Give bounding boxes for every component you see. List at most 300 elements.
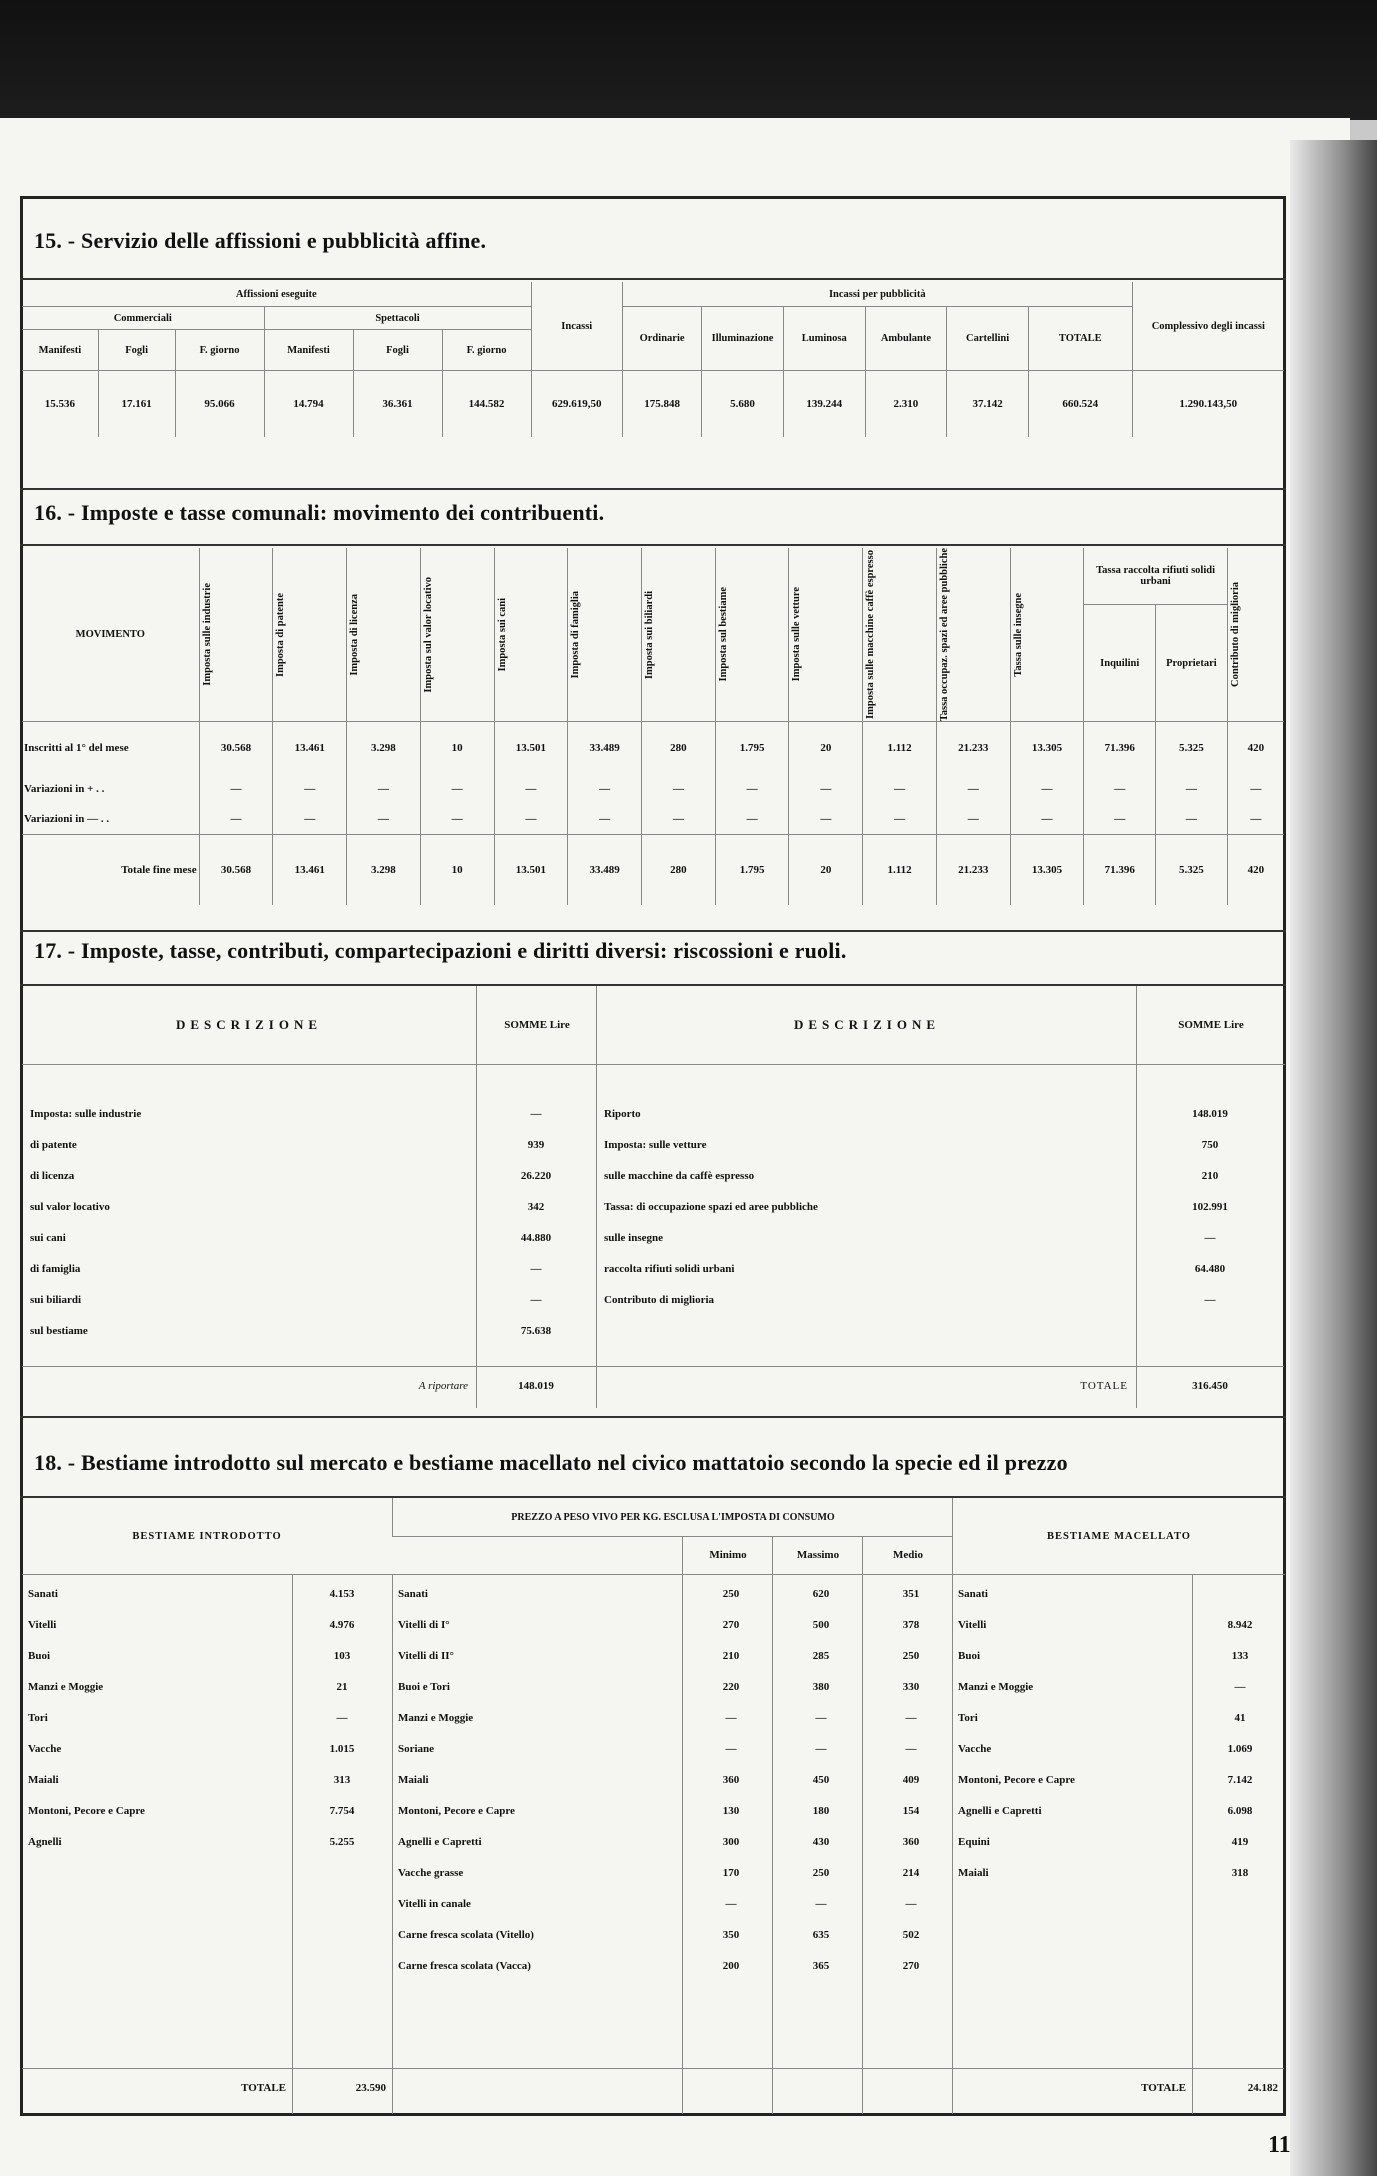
cell: 280	[642, 722, 716, 775]
item-label: raccolta rifiuti solidi urbani	[604, 1263, 735, 1275]
item-value: 270	[722, 1619, 740, 1631]
row-label: Totale fine mese	[22, 835, 199, 906]
list-item	[392, 1681, 952, 1701]
item-value: —	[1204, 1232, 1216, 1244]
cell: —	[199, 804, 273, 835]
cell: 20	[789, 722, 863, 775]
item-value: 8.942	[1227, 1619, 1253, 1631]
item-label: Buoi e Tori	[398, 1681, 450, 1693]
cell: —	[1227, 774, 1284, 804]
list-item	[392, 1650, 952, 1670]
row-label: Inscritti al 1° del mese	[22, 722, 199, 775]
item-value: —	[815, 1743, 827, 1755]
cell: 420	[1227, 722, 1284, 775]
cell: —	[936, 804, 1010, 835]
table-row	[22, 722, 1284, 775]
cell: 30.568	[199, 835, 273, 906]
item-label: Vacche	[958, 1743, 992, 1755]
item-value: 430	[812, 1836, 830, 1848]
cell: 5.680	[702, 371, 784, 438]
scan-dark-margin	[0, 0, 1377, 120]
cell: 1.795	[715, 722, 789, 775]
cell: 13.305	[1010, 722, 1084, 775]
item-value: 210	[1201, 1170, 1219, 1182]
list-item	[392, 1898, 952, 1918]
list-item	[596, 1170, 1284, 1192]
table-contribuenti	[22, 548, 1284, 905]
header-minimo: Minimo	[682, 1536, 773, 1575]
list-item	[392, 1588, 952, 1608]
list-item	[596, 1232, 1284, 1254]
list-item	[392, 1743, 952, 1763]
cell: —	[1156, 774, 1228, 804]
totale-label: TOTALE	[1141, 2082, 1186, 2094]
item-label: Imposta: sulle vetture	[604, 1139, 707, 1151]
item-value: 4.153	[329, 1588, 355, 1600]
item-value: 360	[722, 1774, 740, 1786]
cell: 71.396	[1084, 835, 1156, 906]
cell: 36.361	[353, 371, 442, 438]
header-somme: SOMME Lire	[1136, 986, 1285, 1065]
totale-value: 316.450	[1192, 1380, 1228, 1392]
cell: —	[199, 774, 273, 804]
cell: —	[863, 774, 937, 804]
cell: —	[936, 774, 1010, 804]
item-value: 214	[902, 1867, 920, 1879]
item-label: Maiali	[28, 1774, 59, 1786]
list-item	[22, 1650, 392, 1670]
list-item	[952, 1805, 1284, 1825]
item-value: 450	[812, 1774, 830, 1786]
item-value: 130	[722, 1805, 740, 1817]
item-value: —	[905, 1743, 917, 1755]
item-label: di famiglia	[30, 1263, 81, 1275]
list-item	[22, 1108, 596, 1130]
item-label: Montoni, Pecore e Capre	[28, 1805, 145, 1817]
item-label: sulle insegne	[604, 1232, 663, 1244]
item-value: 939	[527, 1139, 545, 1151]
list-item	[22, 1712, 392, 1732]
item-label: Contributo di miglioria	[604, 1294, 715, 1306]
header-cani: Imposta sui cani	[496, 597, 508, 672]
list-item	[22, 1263, 596, 1285]
header-luminosa: Luminosa	[783, 307, 865, 371]
header-patente: Imposta di patente	[275, 592, 287, 677]
divider	[20, 1416, 1286, 1418]
item-label: Vitelli	[28, 1619, 57, 1631]
list-item	[22, 1201, 596, 1223]
item-label: Tori	[958, 1712, 978, 1724]
item-value: 1.015	[329, 1743, 355, 1755]
header-ordinarie: Ordinarie	[622, 307, 701, 371]
header-fogli: Fogli	[98, 330, 175, 371]
item-value: —	[815, 1898, 827, 1910]
header-vetture: Imposta sulle vetture	[791, 587, 803, 682]
scan-page-edge	[1290, 140, 1377, 2176]
list-item	[596, 1108, 1284, 1130]
list-item	[596, 1294, 1284, 1316]
cell: —	[1227, 804, 1284, 835]
table-row	[22, 804, 1284, 835]
cell: —	[420, 804, 494, 835]
item-value: —	[725, 1898, 737, 1910]
item-value: —	[530, 1108, 542, 1120]
cell: 1.112	[863, 722, 937, 775]
cell: —	[1010, 774, 1084, 804]
item-label: Imposta: sulle industrie	[30, 1108, 142, 1120]
list-item	[22, 1325, 596, 1347]
header-medio: Medio	[862, 1536, 953, 1575]
list-item	[952, 1712, 1284, 1732]
cell: 37.142	[947, 371, 1029, 438]
header-descrizione: DESCRIZIONE	[596, 986, 1137, 1065]
totale-macellato: 24.182	[1247, 2082, 1278, 2094]
item-value: 270	[902, 1960, 920, 1972]
list-item	[596, 1201, 1284, 1223]
item-value: 103	[333, 1650, 351, 1662]
cell: —	[715, 774, 789, 804]
header-macchine-caffe: Imposta sulle macchine caffè espresso	[865, 550, 877, 720]
list-item	[596, 1263, 1284, 1285]
cell: 15.536	[22, 371, 98, 438]
item-label: sui cani	[30, 1232, 66, 1244]
header-occupazione: Tassa occupaz. spazi ed aree pubbliche	[938, 548, 950, 722]
header-incassi: Incassi	[531, 282, 622, 371]
cell: —	[420, 774, 494, 804]
header-industrie: Imposta sulle industrie	[201, 583, 213, 686]
item-label: Carne fresca scolata (Vacca)	[398, 1960, 531, 1972]
item-label: Agnelli	[28, 1836, 62, 1848]
item-label: Sanati	[28, 1588, 58, 1600]
cell: 10	[420, 835, 494, 906]
item-label: Sanati	[398, 1588, 428, 1600]
header-proprietari: Proprietari	[1156, 605, 1228, 722]
list-item	[22, 1232, 596, 1254]
divider	[20, 544, 1286, 546]
item-value: 200	[722, 1960, 740, 1972]
list-item	[22, 1743, 392, 1763]
table-riscossioni	[22, 986, 1284, 1408]
header-manifesti: Manifesti	[38, 344, 82, 356]
list-item	[392, 1836, 952, 1856]
item-value: 378	[902, 1619, 920, 1631]
header-insegne: Tassa sulle insegne	[1012, 592, 1024, 677]
item-label: Soriane	[398, 1743, 435, 1755]
item-value: 502	[902, 1929, 920, 1941]
item-value: —	[1204, 1294, 1216, 1306]
cell: 139.244	[783, 371, 865, 438]
item-value: 210	[722, 1650, 740, 1662]
item-value: 44.880	[520, 1232, 552, 1244]
item-label: Tori	[28, 1712, 48, 1724]
cell: 1.290.143,50	[1132, 371, 1284, 438]
header-f-giorno: F. giorno	[175, 330, 264, 371]
item-label: Agnelli e Capretti	[958, 1805, 1042, 1817]
item-value: 620	[812, 1588, 830, 1600]
cell: —	[715, 804, 789, 835]
cell: —	[494, 804, 568, 835]
list-item	[952, 1774, 1284, 1794]
header-prezzo: PREZZO A PESO VIVO PER KG. ESCLUSA L'IMPOSTA DI CONSUMO	[392, 1498, 953, 1537]
cell: 1.112	[863, 835, 937, 906]
item-value: —	[905, 1712, 917, 1724]
list-item	[392, 1712, 952, 1732]
item-label: di licenza	[30, 1170, 75, 1182]
item-value: —	[905, 1898, 917, 1910]
item-label: sui biliardi	[30, 1294, 82, 1306]
cell: 3.298	[347, 835, 421, 906]
header-macellato: BESTIAME MACELLATO	[952, 1498, 1285, 1575]
cell: —	[863, 804, 937, 835]
list-item	[952, 1650, 1284, 1670]
section-15-title: 15. - Servizio delle affissioni e pubblicità affine.	[34, 228, 487, 253]
item-value: 330	[902, 1681, 920, 1693]
list-item	[22, 1836, 392, 1856]
list-item	[22, 1170, 596, 1192]
item-value: 1.069	[1227, 1743, 1253, 1755]
cell: —	[273, 774, 347, 804]
cell: —	[789, 804, 863, 835]
cell: 175.848	[622, 371, 701, 438]
list-item	[952, 1619, 1284, 1639]
cell: 10	[420, 722, 494, 775]
item-value: 7.142	[1227, 1774, 1253, 1786]
item-label: Vitelli di II°	[398, 1650, 454, 1662]
cell: 2.310	[865, 371, 947, 438]
item-value: 102.991	[1192, 1201, 1228, 1213]
header-introdotto: BESTIAME INTRODOTTO	[22, 1498, 392, 1575]
totale-label: TOTALE	[241, 2082, 286, 2094]
cell: —	[568, 804, 642, 835]
header-rifiuti: Tassa raccolta rifiuti solidi urbani	[1084, 548, 1227, 605]
item-label: Buoi	[28, 1650, 51, 1662]
header-inquilini: Inquilini	[1084, 605, 1156, 722]
section-18-title: 18. - Bestiame introdotto sul mercato e bestiame macellato nel civico mattatoio secondo la specie ed il prezzo	[34, 1450, 1068, 1475]
header-valor-locativo: Imposta sul valor locativo	[422, 576, 434, 693]
header-biliardi: Imposta sui biliardi	[644, 590, 655, 679]
header-contributo: Contributo di miglioria	[1229, 582, 1241, 688]
item-value: —	[1234, 1681, 1246, 1693]
item-value: 250	[722, 1588, 740, 1600]
cell: 629.619,50	[531, 371, 622, 438]
item-value: 170	[722, 1867, 740, 1879]
list-item	[22, 1619, 392, 1639]
header-descrizione: DESCRIZIONE	[22, 986, 476, 1065]
a-riportare-value: 148.019	[518, 1380, 554, 1392]
item-value: —	[725, 1743, 737, 1755]
item-label: sul valor locativo	[30, 1201, 110, 1213]
totale-introdotto: 23.590	[355, 2082, 386, 2094]
header-totale: TOTALE	[1028, 307, 1132, 371]
item-value: 365	[812, 1960, 830, 1972]
item-value: —	[336, 1712, 348, 1724]
item-label: Vitelli in canale	[398, 1898, 471, 1910]
item-value: 409	[902, 1774, 920, 1786]
cell: —	[347, 804, 421, 835]
cell: 13.501	[494, 722, 568, 775]
item-value: 350	[722, 1929, 740, 1941]
list-item	[952, 1867, 1284, 1887]
cell: 17.161	[98, 371, 175, 438]
section-16-title: 16. - Imposte e tasse comunali: movimento dei contribuenti.	[34, 500, 605, 525]
header-incassi-pubblicita: Incassi per pubblicità	[622, 282, 1132, 307]
cell: 144.582	[442, 371, 531, 438]
cell: —	[347, 774, 421, 804]
list-item	[22, 1139, 596, 1161]
page-number: 11	[1268, 2132, 1291, 2158]
item-value: 285	[812, 1650, 830, 1662]
header-bestiame: Imposta sul bestiame	[717, 587, 729, 682]
row-label: Variazioni in — . .	[24, 813, 110, 826]
item-label: Manzi e Moggie	[958, 1681, 1034, 1693]
header-cartellini: Cartellini	[947, 307, 1029, 371]
list-item	[952, 1588, 1284, 1608]
list-item	[22, 1588, 392, 1608]
item-value: 5.255	[329, 1836, 355, 1848]
header-illuminazione: Illuminazione	[702, 307, 784, 371]
table-bestiame	[22, 1498, 1284, 2114]
header-manifesti: Manifesti	[264, 330, 353, 371]
item-value: 342	[527, 1201, 545, 1213]
cell: 33.489	[568, 722, 642, 775]
item-label: Agnelli e Capretti	[398, 1836, 482, 1848]
cell: 13.305	[1010, 835, 1084, 906]
item-value: 300	[722, 1836, 740, 1848]
header-commerciali: Commerciali	[22, 307, 264, 330]
totale-label: TOTALE	[1080, 1380, 1128, 1392]
table-row	[22, 774, 1284, 804]
item-label: Vitelli di I°	[398, 1619, 450, 1631]
header-f-giorno: F. giorno	[442, 330, 531, 371]
list-item	[596, 1139, 1284, 1161]
list-item	[952, 1743, 1284, 1763]
header-somme: SOMME Lire	[476, 986, 597, 1065]
item-value: 7.754	[329, 1805, 355, 1817]
item-label: Carne fresca scolata (Vitello)	[398, 1929, 534, 1941]
item-label: Montoni, Pecore e Capre	[398, 1805, 515, 1817]
list-item	[22, 1681, 392, 1701]
item-value: 26.220	[520, 1170, 552, 1182]
list-item	[952, 1836, 1284, 1856]
item-value: 313	[333, 1774, 351, 1786]
cell: —	[1084, 804, 1156, 835]
item-value: 220	[722, 1681, 740, 1693]
item-label: Tassa: di occupazione spazi ed aree pubbliche	[604, 1201, 818, 1213]
list-item	[392, 1805, 952, 1825]
cell: 30.568	[199, 722, 273, 775]
cell: 280	[642, 835, 716, 906]
cell: 14.794	[264, 371, 353, 438]
row-label: Variazioni in + . .	[24, 783, 105, 796]
item-value: 21	[336, 1681, 348, 1693]
list-item	[392, 1960, 952, 1980]
item-value: 180	[812, 1805, 830, 1817]
cell: —	[494, 774, 568, 804]
table-row	[22, 835, 1284, 906]
item-value: 419	[1231, 1836, 1249, 1848]
item-value: 318	[1231, 1867, 1249, 1879]
item-value: 133	[1231, 1650, 1249, 1662]
item-label: Manzi e Moggie	[398, 1712, 474, 1724]
item-value: 250	[812, 1867, 830, 1879]
list-item	[392, 1929, 952, 1949]
header-fogli: Fogli	[353, 330, 442, 371]
item-value: 154	[902, 1805, 920, 1817]
item-value: —	[725, 1712, 737, 1724]
item-value: 6.098	[1227, 1805, 1253, 1817]
item-value: 500	[812, 1619, 830, 1631]
cell: —	[1010, 804, 1084, 835]
item-label: Vitelli	[958, 1619, 987, 1631]
header-licenza: Imposta di licenza	[349, 593, 361, 676]
cell: 21.233	[936, 835, 1010, 906]
item-label: Riporto	[604, 1108, 641, 1120]
item-label: Vacche	[28, 1743, 62, 1755]
cell: —	[642, 774, 716, 804]
list-item	[22, 1294, 596, 1316]
divider	[20, 278, 1286, 280]
item-label: Montoni, Pecore e Capre	[958, 1774, 1075, 1786]
header-complessivo: Complessivo degli incassi	[1132, 282, 1284, 371]
cell: 660.524	[1028, 371, 1132, 438]
cell: 3.298	[347, 722, 421, 775]
divider	[20, 930, 1286, 932]
cell: —	[1156, 804, 1228, 835]
item-value: 351	[902, 1588, 920, 1600]
header-massimo: Massimo	[772, 1536, 863, 1575]
list-item	[392, 1774, 952, 1794]
item-label: di patente	[30, 1139, 77, 1151]
item-value: 4.976	[329, 1619, 355, 1631]
list-item	[22, 1774, 392, 1794]
list-item	[22, 1805, 392, 1825]
cell: 95.066	[175, 371, 264, 438]
table-affissioni	[22, 282, 1284, 437]
cell: 21.233	[936, 722, 1010, 775]
item-value: 360	[902, 1836, 920, 1848]
item-value: —	[815, 1712, 827, 1724]
item-value: 75.638	[520, 1325, 552, 1337]
item-label: Vacche grasse	[398, 1867, 464, 1879]
cell: —	[1084, 774, 1156, 804]
cell: 13.501	[494, 835, 568, 906]
cell: 5.325	[1156, 722, 1228, 775]
item-value: 750	[1201, 1139, 1219, 1151]
cell: 13.461	[273, 722, 347, 775]
cell: —	[789, 774, 863, 804]
header-spettacoli: Spettacoli	[264, 307, 531, 330]
item-label: sulle macchine da caffè espresso	[604, 1170, 755, 1182]
item-value: 635	[812, 1929, 830, 1941]
item-value: 380	[812, 1681, 830, 1693]
item-label: Maiali	[398, 1774, 429, 1786]
cell: 33.489	[568, 835, 642, 906]
list-item	[392, 1619, 952, 1639]
cell: —	[568, 774, 642, 804]
item-value: —	[530, 1263, 542, 1275]
list-item	[952, 1681, 1284, 1701]
cell: —	[273, 804, 347, 835]
header-ambulante: Ambulante	[865, 307, 947, 371]
cell: 420	[1227, 835, 1284, 906]
table-body	[22, 722, 1284, 906]
cell: 71.396	[1084, 722, 1156, 775]
header-affissioni: Affissioni eseguite	[22, 282, 531, 307]
divider	[20, 488, 1286, 490]
header-movimento: MOVIMENTO	[75, 629, 145, 641]
a-riportare-label: A riportare	[418, 1380, 468, 1392]
item-value: 250	[902, 1650, 920, 1662]
